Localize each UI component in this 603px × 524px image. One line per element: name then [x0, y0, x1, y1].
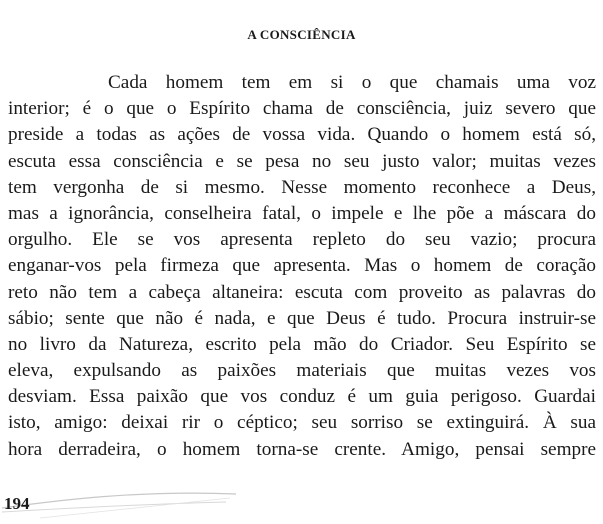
decorative-swoosh-ornament [0, 482, 240, 522]
text-line: Cada homem tem em si o que chamais uma voz [108, 72, 596, 93]
chapter-title: A CONSCIÊNCIA [247, 27, 356, 42]
text-line: orgulho. Ele se vos apresenta repleto do seu vazio; procura [8, 229, 596, 251]
text-line: preside a todas as ações de vossa vida. Quando o homem está só, [8, 124, 596, 146]
page-number: 194 [4, 494, 30, 513]
text-line: no livro da Natureza, escrito pela mão do Criador. Seu Espírito se [8, 333, 596, 355]
text-line: mas a ignorância, conselheira fatal, o impele e lhe põe a máscara do [8, 202, 596, 224]
text-line: reto não tem a cabeça altaneira: escuta com proveito as palavras do [8, 281, 596, 303]
text-line: desviam. Essa paixão que vos conduz é um guia perigoso. Guardai [8, 386, 596, 408]
text-line: hora derradeira, o homem torna-se crente. Amigo, pensai sempre [8, 438, 596, 460]
text-line: eleva, expulsando as paixões materiais que muitas vezes vos [8, 360, 596, 382]
text-line: isto, amigo: deixai rir o céptico; seu sorriso se extinguirá. À sua [8, 412, 596, 434]
text-line: escuta essa consciência e se pesa no seu justo valor; muitas vezes [8, 150, 596, 172]
text-line: tem vergonha de si mesmo. Nesse momento reconhece a Deus, [8, 176, 596, 198]
text-line: sábio; sente que não é nada, e que Deus é tudo. Procura instruir-se [8, 307, 596, 329]
body-text [8, 70, 596, 463]
text-line: enganar-vos pela firmeza que apresenta. Mas o homem de coração [8, 255, 596, 277]
text-line: interior; é o que o Espírito chama de consciência, juiz severo que [8, 98, 596, 120]
